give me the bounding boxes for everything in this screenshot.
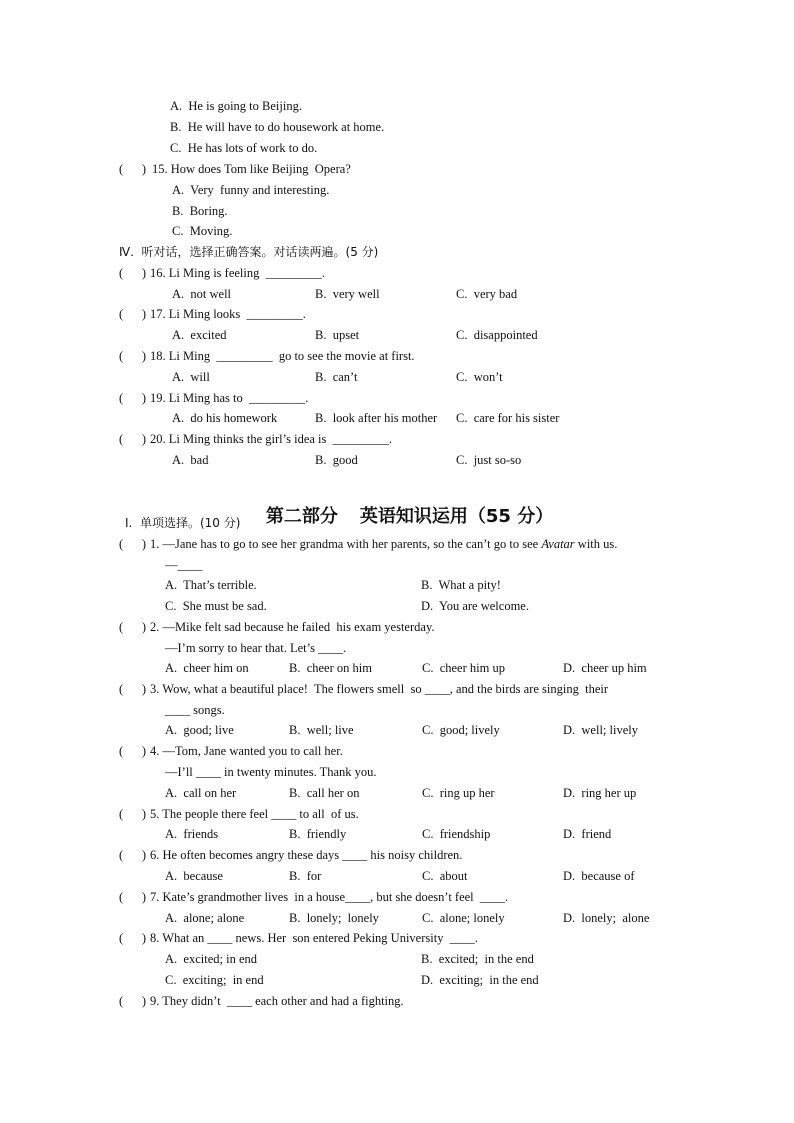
section-1-heading: Ⅰ. 单项选择。(10 分): [125, 516, 241, 530]
mc-q5-stem: 5. The people there feel ____ to all of us.: [150, 807, 359, 821]
mc-q8-option-d: D. exciting; in the end: [421, 973, 539, 987]
answer-blank: ( ): [119, 931, 147, 945]
q20-option-a: A. bad: [172, 453, 209, 467]
mc-q4-option-a: A. call on her: [165, 786, 237, 800]
mc-q2-option-b: B. cheer on him: [289, 661, 372, 675]
q18-option-a: A. will: [172, 370, 210, 384]
answer-blank: ( ): [119, 432, 147, 446]
mc-q2-reply: —I’m sorry to hear that. Let’s ____.: [165, 641, 347, 655]
q18-option-b: B. can’t: [315, 370, 358, 384]
mc-q4-reply: —I’ll ____ in twenty minutes. Thank you.: [165, 765, 377, 779]
mc-q4-option-d: D. ring her up: [563, 786, 637, 800]
mc-q1-option-a: A. That’s terrible.: [165, 578, 257, 592]
mc-q1-reply: —____: [165, 558, 203, 572]
answer-blank: ( ): [119, 162, 147, 176]
q19-option-c: C. care for his sister: [456, 411, 560, 425]
mc-q2-option-a: A. cheer him on: [165, 661, 249, 675]
q14-option-a: A. He is going to Beijing.: [170, 99, 302, 113]
q16-option-b: B. very well: [315, 287, 380, 301]
q19-option-a: A. do his homework: [172, 411, 278, 425]
mc-q6-option-d: D. because of: [563, 869, 635, 883]
q20-stem: 20. Li Ming thinks the girl’s idea is _________.: [150, 432, 393, 446]
mc-q6-stem: 6. He often becomes angry these days ____ his noisy children.: [150, 848, 463, 862]
mc-q3-option-c: C. good; lively: [422, 723, 500, 737]
part-2-title-label: 第二部分: [265, 506, 338, 527]
mc-q1-stem-b: with us.: [574, 537, 618, 551]
mc-q3-option-d: D. well; lively: [563, 723, 638, 737]
q16-option-c: C. very bad: [456, 287, 518, 301]
mc-q6-option-c: C. about: [422, 869, 468, 883]
q19-stem: 19. Li Ming has to _________.: [150, 391, 309, 405]
q19-option-b: B. look after his mother: [315, 411, 438, 425]
mc-q3-option-b: B. well; live: [289, 723, 354, 737]
mc-q1-option-c: C. She must be sad.: [165, 599, 267, 613]
mc-q7-option-a: A. alone; alone: [165, 911, 245, 925]
mc-q9-stem: 9. They didn’t ____ each other and had a fighting.: [150, 994, 404, 1008]
q17-option-b: B. upset: [315, 328, 360, 342]
answer-blank: ( ): [119, 744, 147, 758]
part-2-title-subject: 英语知识运用（55 分）: [359, 506, 554, 527]
mc-q5-option-d: D. friend: [563, 827, 612, 841]
mc-q2-stem: 2. —Mike felt sad because he failed his exam yesterday.: [150, 620, 435, 634]
answer-blank: ( ): [119, 620, 147, 634]
q15-option-b: B. Boring.: [172, 204, 228, 218]
answer-blank: ( ): [119, 391, 147, 405]
mc-q5-option-a: A. friends: [165, 827, 219, 841]
mc-q8-option-b: B. excited; in the end: [421, 952, 534, 966]
mc-q4-option-c: C. ring up her: [422, 786, 495, 800]
mc-q1-stem-a: 1. —Jane has to go to see her grandma with her parents, so the can’t go to see: [150, 537, 542, 551]
q20-option-b: B. good: [315, 453, 358, 467]
answer-blank: ( ): [119, 349, 147, 363]
q14-option-b: B. He will have to do housework at home.: [170, 120, 385, 134]
mc-q8-stem: 8. What an ____ news. Her son entered Peking University ____.: [150, 931, 478, 945]
mc-q7-option-c: C. alone; lonely: [422, 911, 505, 925]
answer-blank: ( ): [119, 682, 147, 696]
q18-option-c: C. won’t: [456, 370, 503, 384]
mc-q5-option-b: B. friendly: [289, 827, 347, 841]
q17-option-a: A. excited: [172, 328, 227, 342]
mc-q2-option-d: D. cheer up him: [563, 661, 647, 675]
mc-q5-option-c: C. friendship: [422, 827, 491, 841]
answer-blank: ( ): [119, 807, 147, 821]
mc-q7-stem: 7. Kate’s grandmother lives in a house____, but she doesn’t feel ____.: [150, 890, 509, 904]
q15-option-a: A. Very funny and interesting.: [172, 183, 330, 197]
mc-q1-option-b: B. What a pity!: [421, 578, 501, 592]
q15-stem: 15. How does Tom like Beijing Opera?: [152, 162, 351, 176]
q15-option-c: C. Moving.: [172, 224, 233, 238]
q14-option-c: C. He has lots of work to do.: [170, 141, 318, 155]
mc-q2-option-c: C. cheer him up: [422, 661, 505, 675]
mc-q7-option-b: B. lonely; lonely: [289, 911, 379, 925]
q18-stem: 18. Li Ming _________ go to see the movie at first.: [150, 349, 415, 363]
answer-blank: ( ): [119, 537, 147, 551]
q20-option-c: C. just so-so: [456, 453, 522, 467]
section-4-heading: Ⅳ. 听对话，选择正确答案。对话读两遍。(5 分): [119, 245, 379, 259]
answer-blank: ( ): [119, 307, 147, 321]
mc-q1-stem: [150, 536, 617, 552]
answer-blank: ( ): [119, 848, 147, 862]
answer-blank: ( ): [119, 266, 147, 280]
mc-q8-option-c: C. exciting; in end: [165, 973, 264, 987]
mc-q3-option-a: A. good; live: [165, 723, 234, 737]
mc-q3-stem: 3. Wow, what a beautiful place! The flowers smell so ____, and the birds are singing their: [150, 682, 609, 696]
mc-q6-option-a: A. because: [165, 869, 223, 883]
answer-blank: ( ): [119, 994, 147, 1008]
mc-q3-stem-cont: ____ songs.: [165, 703, 225, 717]
answer-blank: ( ): [119, 890, 147, 904]
q17-option-c: C. disappointed: [456, 328, 538, 342]
mc-q4-stem: 4. —Tom, Jane wanted you to call her.: [150, 744, 343, 758]
mc-q4-option-b: B. call her on: [289, 786, 360, 800]
q17-stem: 17. Li Ming looks _________.: [150, 307, 306, 321]
mc-q1-option-d: D. You are welcome.: [421, 599, 529, 613]
mc-q8-option-a: A. excited; in end: [165, 952, 257, 966]
q16-stem: 16. Li Ming is feeling _________.: [150, 266, 325, 280]
mc-q6-option-b: B. for: [289, 869, 322, 883]
q16-option-a: A. not well: [172, 287, 232, 301]
mc-q7-option-d: D. lonely; alone: [563, 911, 650, 925]
mc-q1-movie-title: Avatar: [541, 537, 575, 551]
